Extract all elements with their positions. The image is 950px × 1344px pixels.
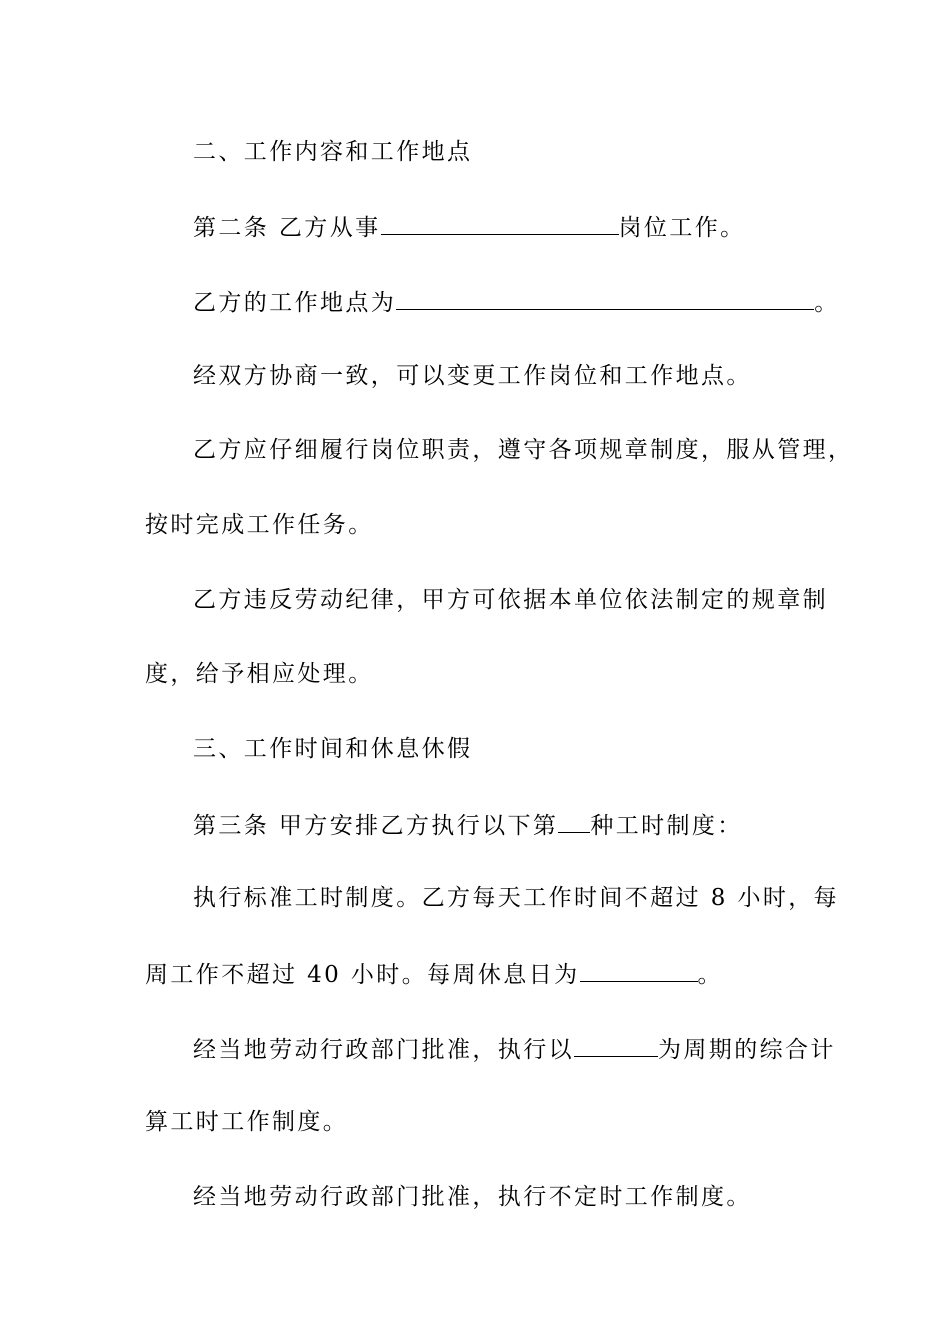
line-text-before: 第三条 甲方安排乙方执行以下第 bbox=[193, 813, 559, 839]
work-location-blank-field[interactable] bbox=[396, 285, 814, 310]
paragraph-standard-hours-line-1 bbox=[193, 882, 873, 914]
paragraph-duties-line-2 bbox=[145, 509, 825, 541]
paragraph-flexible-hours bbox=[193, 1181, 873, 1213]
paragraph-discipline-line-1 bbox=[193, 584, 873, 616]
paragraph-discipline-line-2 bbox=[145, 658, 825, 690]
line-text: 乙方应仔细履行岗位职责，遵守各项规章制度，服从管理， bbox=[193, 437, 854, 463]
paragraph-comprehensive-hours-line-1 bbox=[193, 1032, 873, 1066]
paragraph-change-position bbox=[193, 360, 873, 392]
section-heading-working-hours bbox=[193, 733, 873, 765]
rest-day-blank-field[interactable] bbox=[580, 957, 698, 982]
paragraph-duties-line-1 bbox=[193, 434, 873, 466]
hours-system-number-blank[interactable] bbox=[558, 808, 590, 833]
line-text: 乙方违反劳动纪律，甲方可依据本单位依法制定的规章制 bbox=[193, 587, 828, 613]
article-2-position bbox=[193, 210, 873, 244]
line-text: 度，给予相应处理。 bbox=[145, 661, 374, 687]
line-text: 按时完成工作任务。 bbox=[145, 512, 374, 538]
section-heading-work-content bbox=[193, 136, 873, 168]
line-text-after: 。 bbox=[697, 962, 723, 988]
article-3-hours-system bbox=[193, 808, 873, 842]
line-text-after: 种工时制度： bbox=[590, 813, 743, 839]
line-text: 经当地劳动行政部门批准，执行不定时工作制度。 bbox=[193, 1184, 752, 1210]
position-blank-field[interactable] bbox=[381, 210, 619, 235]
line-text: 三、工作时间和休息休假 bbox=[193, 736, 473, 762]
paragraph-standard-hours-line-2 bbox=[145, 957, 825, 991]
line-text: 经双方协商一致，可以变更工作岗位和工作地点。 bbox=[193, 363, 752, 389]
line-text-after: 为周期的综合计 bbox=[658, 1037, 836, 1063]
line-text-before: 周工作不超过 40 小时。每周休息日为 bbox=[145, 962, 580, 988]
line-text-before: 第二条 乙方从事 bbox=[193, 215, 381, 241]
cycle-period-blank-field[interactable] bbox=[574, 1032, 658, 1057]
line-text-before: 乙方的工作地点为 bbox=[193, 290, 397, 316]
line-text: 执行标准工时制度。乙方每天工作时间不超过 8 小时，每 bbox=[193, 885, 840, 911]
line-text-after: 。 bbox=[814, 290, 840, 316]
work-location-line bbox=[193, 285, 873, 319]
line-text-after: 岗位工作。 bbox=[618, 215, 746, 241]
line-text: 算工时工作制度。 bbox=[145, 1109, 349, 1135]
paragraph-comprehensive-hours-line-2 bbox=[145, 1106, 825, 1138]
line-text: 二、工作内容和工作地点 bbox=[193, 139, 473, 165]
line-text-before: 经当地劳动行政部门批准，执行以 bbox=[193, 1037, 574, 1063]
